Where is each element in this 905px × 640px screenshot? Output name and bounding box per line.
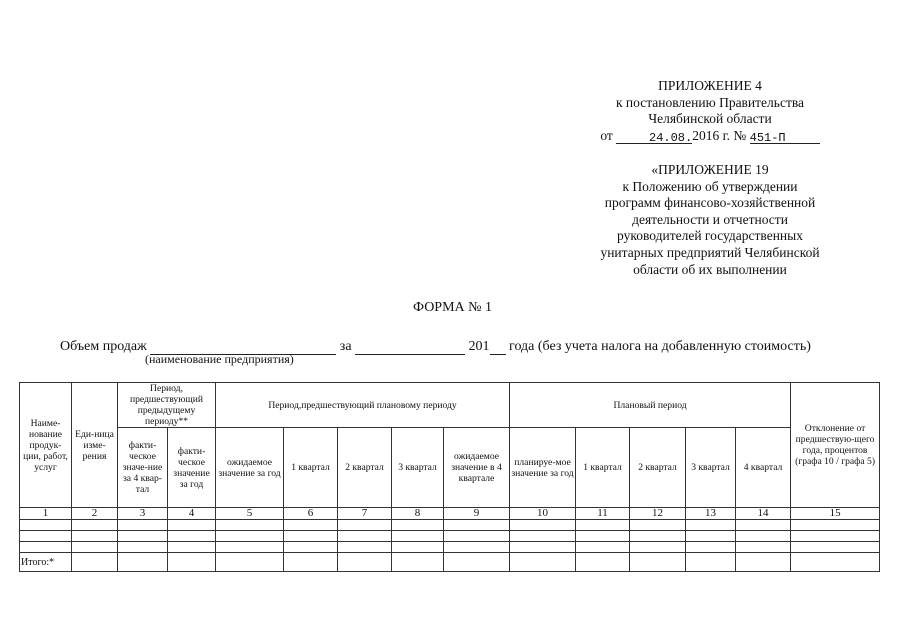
table-cell[interactable]: [736, 531, 791, 542]
col-header-prev-fact-q4: факти-ческое значе-ние за 4 квар-тал: [118, 428, 168, 508]
table-cell[interactable]: [736, 520, 791, 531]
table-cell[interactable]: [791, 553, 880, 572]
table-cell[interactable]: [216, 520, 284, 531]
column-number: 5: [216, 508, 284, 520]
year-prefix: 201: [468, 339, 490, 354]
table-cell[interactable]: [72, 520, 118, 531]
for-label: за: [339, 339, 352, 354]
table-cell[interactable]: [118, 531, 168, 542]
table-cell[interactable]: [736, 553, 791, 572]
col-header-q3: 3 квартал: [392, 428, 444, 508]
appendix-4-header: [560, 78, 860, 144]
appendix-4-line3: Челябинской области: [648, 111, 772, 127]
table-cell[interactable]: [72, 542, 118, 553]
table-cell[interactable]: [392, 531, 444, 542]
col-header-plan-q4: 4 квартал: [736, 428, 791, 508]
table-cell[interactable]: [216, 553, 284, 572]
table-cell[interactable]: [791, 542, 880, 553]
col-header-q1: 1 квартал: [284, 428, 338, 508]
col-header-name: Наиме-нование продук-ции, работ, услуг: [20, 383, 72, 508]
table-cell[interactable]: [630, 542, 686, 553]
table-cell[interactable]: [686, 520, 736, 531]
table-cell[interactable]: [444, 542, 510, 553]
col-header-prev-fact-year: факти-ческое значение за год: [168, 428, 216, 508]
column-number: 4: [168, 508, 216, 520]
appendix-19-line: деятельности и отчетности: [632, 211, 788, 227]
table-cell[interactable]: [686, 542, 736, 553]
table-cell[interactable]: [118, 542, 168, 553]
table-cell[interactable]: [736, 542, 791, 553]
table-cell[interactable]: [284, 542, 338, 553]
table-cell[interactable]: [216, 542, 284, 553]
column-number: 3: [118, 508, 168, 520]
appendix-4-title: ПРИЛОЖЕНИЕ 4: [658, 78, 762, 93]
col-header-deviation: Отклонение от предшествую-щего года, процентов (графа 10 / графа 5): [791, 383, 880, 508]
col-header-plan-period: Плановый период: [510, 383, 791, 428]
table-cell[interactable]: [576, 520, 630, 531]
total-row: [20, 553, 880, 572]
column-number: 13: [686, 508, 736, 520]
appendix-19-line: «ПРИЛОЖЕНИЕ 19: [651, 162, 769, 177]
table-cell[interactable]: [444, 553, 510, 572]
column-number: 8: [392, 508, 444, 520]
table-row: [20, 542, 880, 553]
table-cell[interactable]: [338, 520, 392, 531]
sales-table: [19, 382, 880, 572]
table-row: [20, 520, 880, 531]
table-cell[interactable]: [118, 520, 168, 531]
appendix-19-line: к Положению об утверждении: [622, 178, 798, 194]
column-number: 14: [736, 508, 791, 520]
form-title: ФОРМА № 1: [412, 300, 493, 315]
table-cell[interactable]: [338, 542, 392, 553]
column-number: 9: [444, 508, 510, 520]
table-cell[interactable]: [216, 531, 284, 542]
column-number: 10: [510, 508, 576, 520]
table-cell[interactable]: [510, 520, 576, 531]
table-cell[interactable]: [630, 553, 686, 572]
appendix-19-line: унитарных предприятий Челябинской: [600, 244, 820, 260]
table-cell[interactable]: [118, 553, 168, 572]
table-cell[interactable]: [576, 531, 630, 542]
appendix-19-line: области об их выполнении: [633, 261, 787, 277]
table-cell[interactable]: [284, 531, 338, 542]
table-cell[interactable]: [791, 531, 880, 542]
table-cell[interactable]: [168, 542, 216, 553]
table-cell[interactable]: [576, 542, 630, 553]
col-header-plan-q2: 2 квартал: [630, 428, 686, 508]
table-cell[interactable]: [791, 520, 880, 531]
col-header-prev-period: Период, предшествующий предыдущему периоду**: [118, 383, 216, 428]
appendix-19-line: руководителей государственных: [617, 228, 803, 244]
table-cell[interactable]: [510, 553, 576, 572]
appendix-4-line2: к постановлению Правительства: [615, 94, 805, 110]
table-cell[interactable]: [686, 531, 736, 542]
table-cell[interactable]: [510, 531, 576, 542]
decree-number: 451-П: [750, 130, 820, 144]
col-header-plan-q1: 1 квартал: [576, 428, 630, 508]
from-label: от: [600, 127, 613, 143]
year-label: 2016 г. №: [692, 127, 747, 143]
period-blank: [355, 340, 465, 355]
total-label: Итого:*: [20, 553, 72, 572]
appendix-4-date-line: [560, 128, 860, 145]
col-header-before-plan: Период,предшествующий плановому периоду: [216, 383, 510, 428]
table-cell[interactable]: [168, 520, 216, 531]
table-cell[interactable]: [444, 531, 510, 542]
appendix-19-header: [560, 162, 860, 278]
col-header-expected-q4: ожидаемое значение в 4 квартале: [444, 428, 510, 508]
table-cell[interactable]: [338, 553, 392, 572]
table-cell[interactable]: [392, 553, 444, 572]
appendix-19-line: программ финансово-хозяйственной: [604, 195, 816, 211]
col-header-unit: Еди-ница изме-рения: [72, 383, 118, 508]
column-number: 12: [630, 508, 686, 520]
table-cell[interactable]: [284, 520, 338, 531]
table-cell[interactable]: [630, 531, 686, 542]
table-cell[interactable]: [20, 531, 72, 542]
col-header-q2: 2 квартал: [338, 428, 392, 508]
column-number: 11: [576, 508, 630, 520]
col-header-plan-q3: 3 квартал: [686, 428, 736, 508]
table-cell[interactable]: [510, 542, 576, 553]
table-cell[interactable]: [20, 542, 72, 553]
sales-volume-label: Объем продаж: [60, 339, 147, 354]
col-header-expected-year: ожидаемое значение за год: [216, 428, 284, 508]
table-cell[interactable]: [444, 520, 510, 531]
col-header-plan-year: планируе-мое значение за год: [510, 428, 576, 508]
enterprise-name-note: (наименование предприятия): [145, 352, 294, 366]
year-blank: [490, 340, 506, 355]
date-value: 24.08.: [616, 130, 692, 144]
column-number: 7: [338, 508, 392, 520]
year-suffix: года (без учета налога на добавленную стоимость): [509, 339, 811, 354]
table-cell[interactable]: [338, 531, 392, 542]
column-number: 1: [20, 508, 72, 520]
table-row: [20, 531, 880, 542]
column-number: 2: [72, 508, 118, 520]
table-cell[interactable]: [392, 542, 444, 553]
column-number: 6: [284, 508, 338, 520]
table-cell[interactable]: [72, 553, 118, 572]
table-cell[interactable]: [576, 553, 630, 572]
table-cell[interactable]: [72, 531, 118, 542]
column-number: 15: [791, 508, 880, 520]
table-cell[interactable]: [20, 520, 72, 531]
table-cell[interactable]: [630, 520, 686, 531]
column-number-row: [20, 508, 880, 520]
table-cell[interactable]: [392, 520, 444, 531]
table-cell[interactable]: [686, 553, 736, 572]
table-cell[interactable]: [168, 531, 216, 542]
table-cell[interactable]: [284, 553, 338, 572]
table-cell[interactable]: [168, 553, 216, 572]
